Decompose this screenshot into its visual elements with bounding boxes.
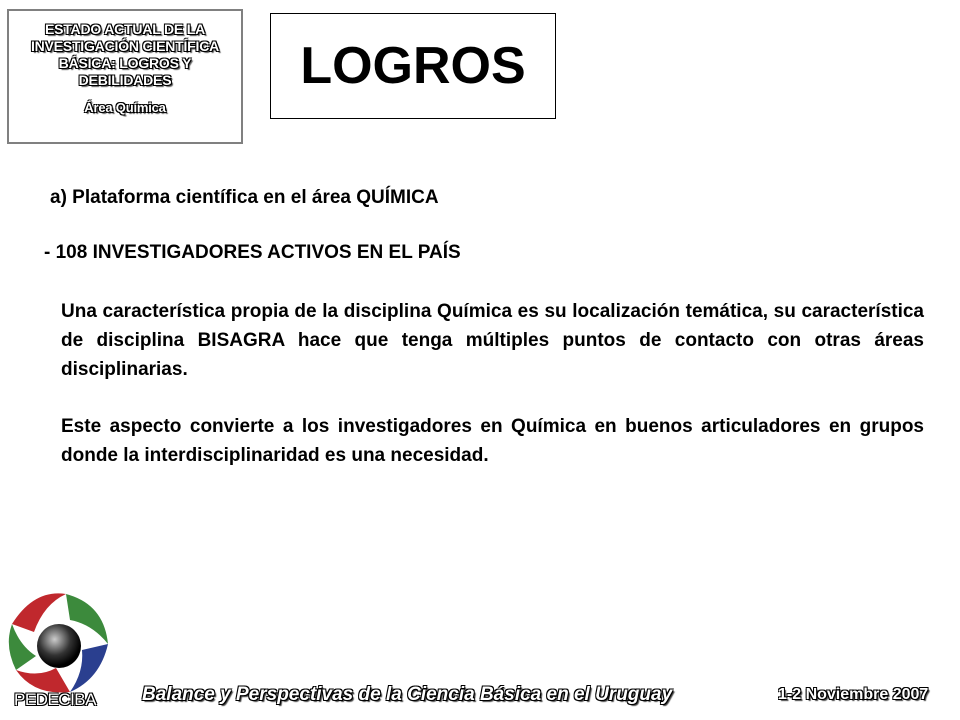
header-line-4: DEBILIDADES [78,72,172,88]
footer-event-title: Balance y Perspectivas de la Ciencia Básica en el Uruguay [142,684,673,705]
title-box [270,13,556,119]
header-line-3: BÁSICA: LOGROS Y [58,55,192,71]
logo-sphere [37,624,81,668]
section-a-heading: a) Plataforma científica en el área QUÍMICA [50,187,439,208]
header-line-2: INVESTIGACIÓN CIENTÍFICA [30,38,220,54]
logo-red-swoosh-2 [16,668,70,693]
header-box [7,9,243,144]
paragraph-1: Una característica propia de la disciplina Química es su localización temática, su característica de disciplina BISAGRA hace que tenga múltiples puntos de contacto con otras áreas disciplinarias. [61,301,924,380]
logo-text: PEDECIBA [14,690,96,709]
header-line-1: ESTADO ACTUAL DE LA [44,21,206,37]
header-subtitle: Área Química [84,100,166,115]
slide-title: LOGROS [300,37,526,95]
section-b-heading: - 108 INVESTIGADORES ACTIVOS EN EL PAÍS [44,242,461,263]
paragraph-2: Este aspecto convierte a los investigadores en Química en buenos articuladores en grupos donde la interdisciplinaridad es una necesidad. [61,416,924,466]
footer-date: 1-2 Noviembre 2007 [778,686,929,703]
